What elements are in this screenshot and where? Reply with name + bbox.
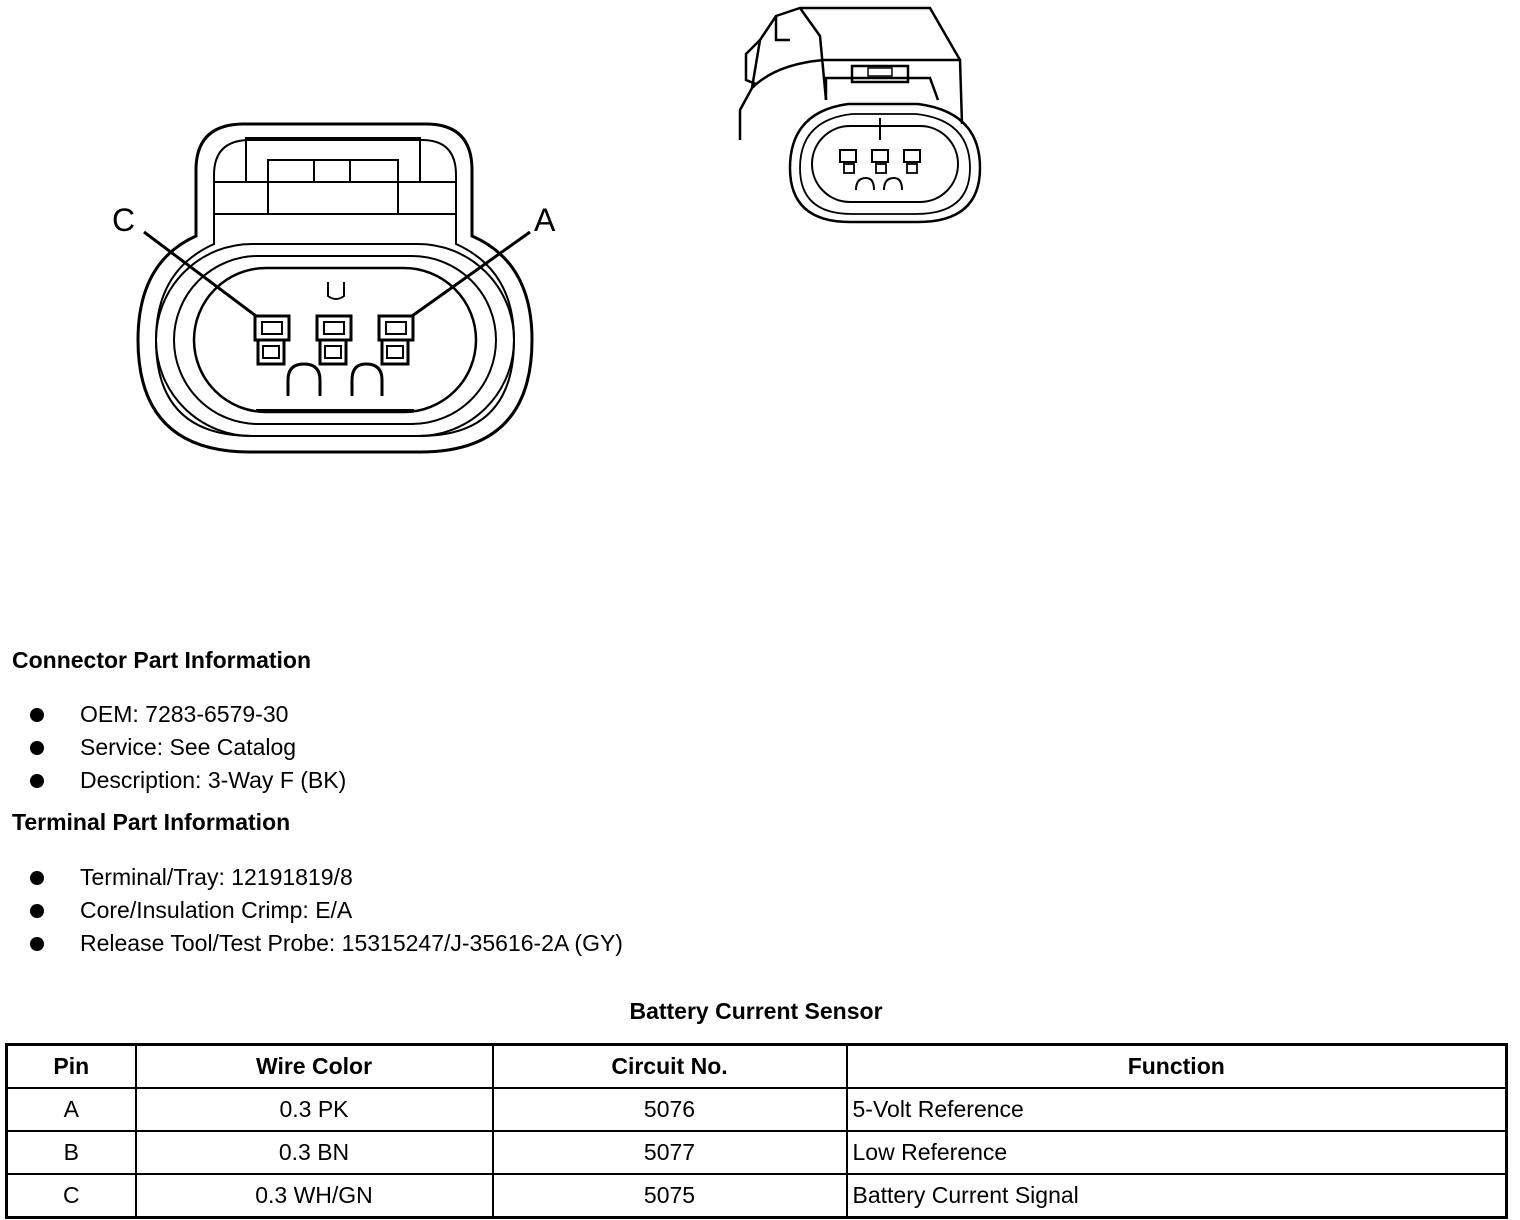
list-item: Core/Insulation Crimp: E/A	[30, 894, 623, 927]
list-item: OEM: 7283-6579-30	[30, 698, 346, 731]
header-function: Function	[847, 1045, 1507, 1089]
cell-function: Battery Current Signal	[847, 1174, 1507, 1218]
cell-wire-color: 0.3 PK	[136, 1088, 493, 1131]
cell-circuit-no: 5075	[493, 1174, 847, 1218]
bullet-icon	[30, 708, 44, 722]
cell-pin: B	[7, 1131, 136, 1174]
cell-wire-color: 0.3 WH/GN	[136, 1174, 493, 1218]
terminal-part-info-list	[30, 861, 623, 960]
header-wire-color: Wire Color	[136, 1045, 493, 1089]
list-item: Release Tool/Test Probe: 15315247/J-35616-2A (GY)	[30, 927, 623, 960]
cell-circuit-no: 5077	[493, 1131, 847, 1174]
bullet-icon	[30, 774, 44, 788]
cavity-b	[317, 316, 351, 340]
cell-function: Low Reference	[847, 1131, 1507, 1174]
cell-function: 5-Volt Reference	[847, 1088, 1507, 1131]
table-row	[7, 1131, 1507, 1174]
bullet-icon	[30, 937, 44, 951]
pin-label-c: C	[112, 202, 136, 238]
table-row	[7, 1174, 1507, 1218]
pin-label-a: A	[534, 202, 556, 238]
table-title: Battery Current Sensor	[629, 998, 883, 1024]
cell-pin: A	[7, 1088, 136, 1131]
cavity-c	[255, 316, 289, 340]
list-item: Description: 3-Way F (BK)	[30, 764, 346, 797]
cavity-a	[379, 316, 413, 340]
cell-circuit-no: 5076	[493, 1088, 847, 1131]
cell-pin: C	[7, 1174, 136, 1218]
connector-isometric-diagram	[720, 0, 1000, 240]
list-item: Service: See Catalog	[30, 731, 346, 764]
connector-housing-outline	[138, 124, 532, 452]
list-item: Terminal/Tray: 12191819/8	[30, 861, 623, 894]
connector-part-info-title: Connector Part Information	[12, 647, 312, 673]
header-pin: Pin	[7, 1045, 136, 1089]
connector-part-info-list	[30, 698, 346, 797]
cell-wire-color: 0.3 BN	[136, 1131, 493, 1174]
table-row	[7, 1088, 1507, 1131]
table-header-row	[7, 1045, 1507, 1089]
terminal-part-info-title: Terminal Part Information	[12, 809, 291, 835]
connector-face-diagram	[0, 0, 620, 480]
bullet-icon	[30, 904, 44, 918]
pin-table	[5, 1043, 1508, 1219]
bullet-icon	[30, 741, 44, 755]
header-circuit-no: Circuit No.	[493, 1045, 847, 1089]
bullet-icon	[30, 871, 44, 885]
